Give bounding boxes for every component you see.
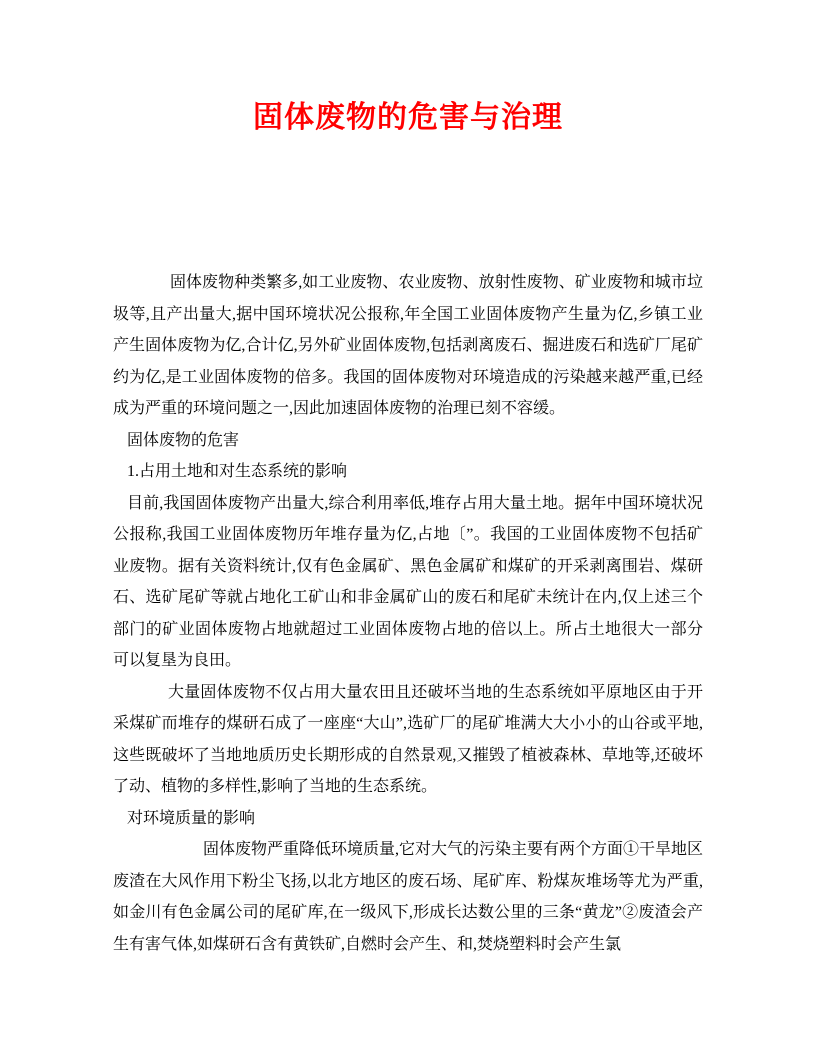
paragraph: 固体废物种类繁多,如工业废物、农业废物、放射性废物、矿业废物和城市垃圾等,且产出量大,据中国环境状况公报称,年全国工业固体废物产生量为亿,乡镇工业产生固体废物为亿,合计亿,另外矿业固体废物,包括剥离废石、掘进废石和选矿厂尾矿约为亿,是工业固体废物的倍多。我国的固体废物对环境造成的污染越来越严重,已经成为严重的环境问题之一,因此加速固体废物的治理已刻不容缓。 — [113, 274, 703, 417]
paragraph: 对环境质量的影响 — [127, 809, 256, 827]
paragraph: 1.占用土地和对生态系统的影响 — [127, 463, 348, 480]
title-body-gap — [113, 139, 703, 267]
paragraph: 固体废物严重降低环境质量,它对大气的污染主要有两个方面①干旱地区废渣在大风作用下粉尘飞扬,以北方地区的废石场、尾矿库、粉煤灰堆场等尤为严重,如金川有色金属公司的尾矿库,在一级风下,形成长达数公里的三条“黄龙”②废渣会产生有害气体,如煤研石含有黄铁矿,自燃时会产生、和,焚烧塑料时会产生氯 — [113, 841, 704, 953]
paragraph: 固体废物的危害 — [127, 431, 240, 449]
page-title: 固体废物的危害与治理 — [253, 101, 563, 134]
paragraph: 大量固体废物不仅占用大量农田且还破坏当地的生态系统如平原地区由于开采煤矿而堆存的煤研石成了一座座“大山”,选矿厂的尾矿堆满大大小小的山谷或平地,这些既破坏了当地地质历史长期形成的自然景观,又摧毁了植被森林、草地等,还破坏了动、植物的多样性,影响了当地的生态系统。 — [113, 683, 703, 795]
paragraph: 目前,我国固体废物产出量大,综合利用率低,堆存占用大量土地。据年中国环境状况公报称,我国工业固体废物历年堆存量为亿,占地〔”。我国的工业固体废物不包括矿业废物。据有关资料统计,仅有色金属矿、黑色金属矿和煤矿的开采剥离围岩、煤研石、选矿尾矿等就占地化工矿山和非金属矿山的废石和尾矿未统计在内,仅上述三个部门的矿业固体废物占地就超过工业固体废物占地的倍以上。所占土地很大一部分可以复垦为良田。 — [113, 494, 703, 669]
document-body — [113, 267, 703, 960]
